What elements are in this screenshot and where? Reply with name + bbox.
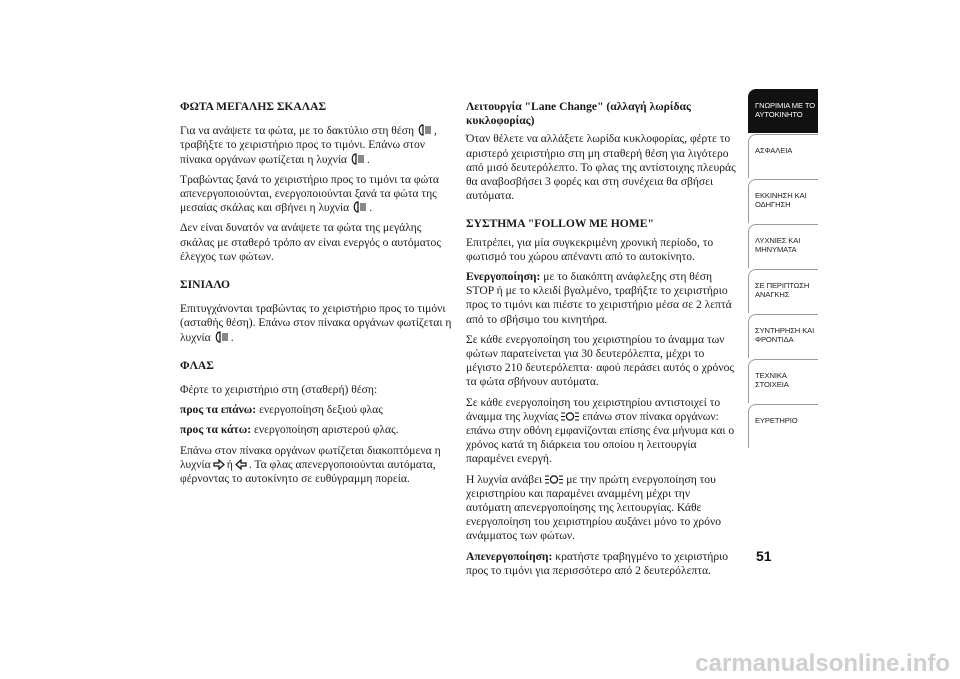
left-column — [180, 100, 452, 492]
paragraph: Σε κάθε ενεργοποίηση του χειριστηρίου αντιστοιχεί το άναμμα της λυχνίας επάνω στον πίνακα οργάνων: επάνω στην οθόνη εμφανίζονται επίσης ένα μήνυμα και ο χρόνος κατά τη διάρκεια του οποίου η λειτουργία παραμένει ενεργή. — [466, 395, 735, 466]
tab-index[interactable]: ΕΥΡΕΤΗΡΙΟ — [748, 404, 818, 448]
section-heading-lane-change: Λειτουργία "Lane Change" (αλλαγή λωρίδας κυκλοφορίας) — [466, 100, 691, 128]
paragraph: Επιτυγχάνονται τραβώντας το χειριστήριο προς το τιμόνι (ασταθής θέση). Επάνω στον πίνακα οργάνων φωτίζεται η λυχνία . — [180, 302, 452, 344]
paragraph: Επιτρέπει, για μία συγκεκριμένη χρονική περίοδο, το φωτισμό του χώρου απέναντι από το αυτοκίνητο. — [466, 235, 714, 263]
tab-maintenance[interactable]: ΣΥΝΤΗΡΗΣΗ ΚΑΙ ΦΡΟΝΤΙΔΑ — [748, 314, 818, 358]
paragraph: Η λυχνία ανάβει με την πρώτη ενεργοποίηση του χειριστηρίου και παραμένει αναμμένη μέχρι την αυτόματη απενεργοποίησης της λειτουργίας. Κάθε ενεργοποίηση του χειριστηρίου αυξάνει μόνο το χρόνο ανάμματος των φώτων. — [466, 472, 721, 543]
tab-emergency[interactable]: ΣΕ ΠΕΡΙΠΤΩΣΗ ΑΝΑΓΚΗΣ — [748, 269, 818, 313]
chapter-tabs — [748, 89, 818, 449]
paragraph: Επάνω στον πίνακα οργάνων φωτίζεται διακοπτόμενα η λυχνία ή . Τα φλας απενεργοποιούνται αυτόματα, φέρνοντας το αυτοκίνητο σε ευθύγραμμη πορεία. — [180, 443, 441, 486]
side-lights-icon — [544, 474, 564, 485]
side-lights-icon — [560, 411, 580, 422]
section-heading-follow-me-home: ΣΥΣΤΗΜΑ "FOLLOW ME HOME" — [466, 217, 654, 231]
tab-technical-data[interactable]: ΤΕΧΝΙΚΑ ΣΤΟΙΧΕΙΑ — [748, 359, 818, 403]
paragraph: Φέρτε το χειριστήριο στη (σταθερή) θέση: — [180, 383, 378, 397]
turn-right-arrow-icon — [213, 459, 225, 470]
tab-getting-to-know[interactable]: ΓΝΩΡΙΜΙΑ ΜΕ ΤΟ ΑΥΤΟΚΙΝΗΤΟ — [748, 89, 818, 133]
high-beam-icon — [349, 153, 365, 165]
paragraph: Απενεργοποίηση: κρατήστε τραβηγμένο το χειριστήριο προς το τιμόνι για περισσότερο από 2 δευτερόλεπτα. — [466, 549, 729, 577]
right-column — [466, 100, 738, 584]
paragraph: Για να ανάψετε τα φώτα, με το δακτύλιο στη θέση , τραβήξτε το χειριστήριο προς το τιμόνι. Επάνω στον πίνακα οργάνων φωτίζεται η λυχνία . — [180, 124, 437, 166]
paragraph: Τραβώντας ξανά το χειριστήριο προς το τιμόνι τα φώτα απενεργοποιούνται, ενεργοποιούνται ξανά τα φώτα της μεσαίας σκάλας και σβήνει η λυχνία . — [180, 172, 439, 215]
paragraph: Όταν θέλετε να αλλάξετε λωρίδα κυκλοφορίας, φέρτε το αριστερό χειριστήριο στη μη σταθερή θέση για λιγότερο από μισό δευτερόλεπτο. Το φλας της αντίστοιχης πλευράς θα αναβοσβήσει 3 φορές και στη συνέχεια θα σβήσει αυτόματα. — [466, 132, 736, 203]
tab-starting-driving[interactable]: ΕΚΚΙΝΗΣΗ ΚΑΙ ΟΔΗΓΗΣΗ — [748, 179, 818, 223]
section-heading-high-beam: ΦΩΤΑ ΜΕΓΑΛΗΣ ΣΚΑΛΑΣ — [180, 100, 327, 113]
high-beam-icon — [416, 124, 432, 136]
tab-warning-lights[interactable]: ΛΥΧΝΙΕΣ ΚΑΙ ΜΗΝΥΜΑΤΑ — [748, 224, 818, 268]
section-heading-turn-signals: ΦΛΑΣ — [180, 358, 214, 372]
high-beam-icon — [351, 201, 367, 213]
paragraph: Ενεργοποίηση: με το διακόπτη ανάφλεξης στη θέση STOP ή με το κλειδί βγαλμένο, τραβήξτε το χειριστήριο προς το τιμόνι και πιέστε το χειριστήριο μέσα σε 2 λεπτά από το σβήσιμο του κινητήρα. — [466, 270, 732, 326]
paragraph: Δεν είναι δυνατόν να ανάψετε τα φώτα της μεγάλης σκάλας με σταθερό τρόπο αν είναι ενεργός ο αυτόματος έλεγχος των φώτων. — [180, 221, 441, 263]
watermark: carmanualsonline.info — [695, 650, 950, 677]
paragraph: Σε κάθε ενεργοποίηση του χειριστηρίου το άναμμα των φώτων παρατείνεται για 30 δευτερόλεπτα, μέχρι το μέγιστο 210 δευτερόλεπτα· αφού περάσει αυτός ο χρόνος τα φώτα σβήνουν αυτόματα. — [466, 332, 734, 389]
section-heading-signal: ΣΙΝΙΑΛΟ — [180, 278, 231, 292]
tab-safety[interactable]: ΑΣΦΑΛΕΙΑ — [748, 134, 818, 178]
page-number: 51 — [756, 548, 772, 564]
high-beam-icon — [213, 331, 229, 343]
paragraph: προς τα κάτω: ενεργοποίηση αριστερού φλας. — [180, 423, 399, 437]
turn-left-arrow-icon — [235, 459, 247, 470]
paragraph: προς τα επάνω: ενεργοποίηση δεξιού φλας — [180, 403, 383, 417]
